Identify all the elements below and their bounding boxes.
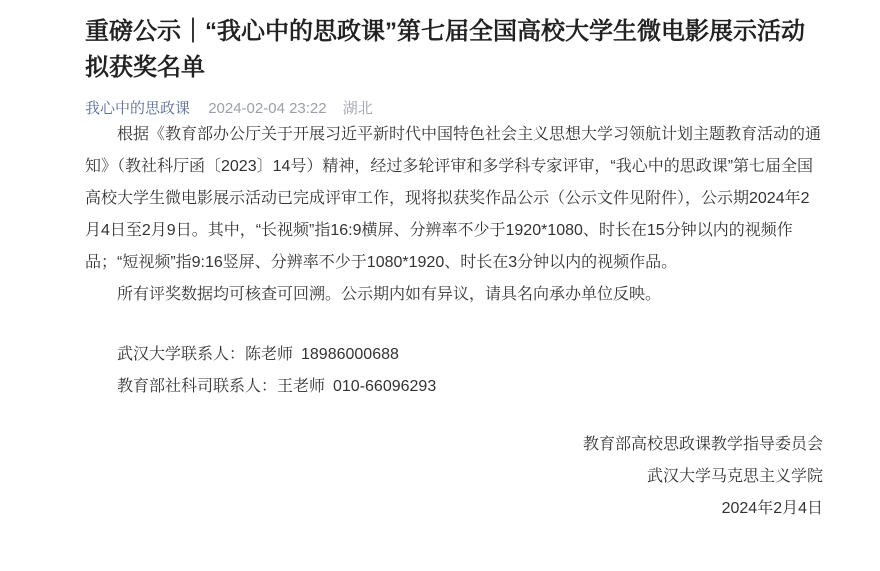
byline bbox=[85, 98, 823, 119]
signature-block bbox=[85, 429, 823, 525]
article-body bbox=[85, 119, 823, 525]
author-account-link[interactable]: 我心中的思政课 bbox=[85, 100, 191, 117]
article-title: 重磅公示｜“我心中的思政课”第七届全国高校大学生微电影展示活动拟获奖名单 bbox=[85, 18, 805, 81]
signature-line-date: 2024年2月4日 bbox=[721, 500, 823, 517]
body-paragraph-2: 所有评奖数据均可核查可回溯。公示期内如有异议，请具名向承办单位反映。 bbox=[117, 286, 662, 303]
contact-line-ministry: 教育部社科司联系人：王老师 010-66096293 bbox=[117, 378, 437, 395]
signature-line-committee: 教育部高校思政课教学指导委员会 bbox=[582, 436, 823, 453]
signature-line-school: 武汉大学马克思主义学院 bbox=[646, 468, 823, 485]
contact-block bbox=[85, 339, 823, 403]
body-paragraph-1: 根据《教育部办公厅关于开展习近平新时代中国特色社会主义思想大学习领航计划主题教育活动的通知》（教社科厅函〔2023〕14号）精神，经过多轮评审和多学科专家评审，“我心中的思政课”第七届全国高校大学生微电影展示活动已完成评审工作，现将拟获奖作品公示（公示文件见附件），公示期2024年2月4日至2月9日。其中，“长视频”指16:9横屏、分辨率不少于1920*1080、时长在15分钟以内的视频作品；“短视频”指9:16竖屏、分辨率不少于1080*1920、时长在3分钟以内的视频作品。 bbox=[85, 126, 822, 271]
contact-line-wuhan: 武汉大学联系人：陈老师 18986000688 bbox=[117, 346, 399, 363]
publish-location: 湖北 bbox=[342, 100, 373, 117]
publish-datetime: 2024-02-04 23:22 bbox=[208, 100, 327, 117]
